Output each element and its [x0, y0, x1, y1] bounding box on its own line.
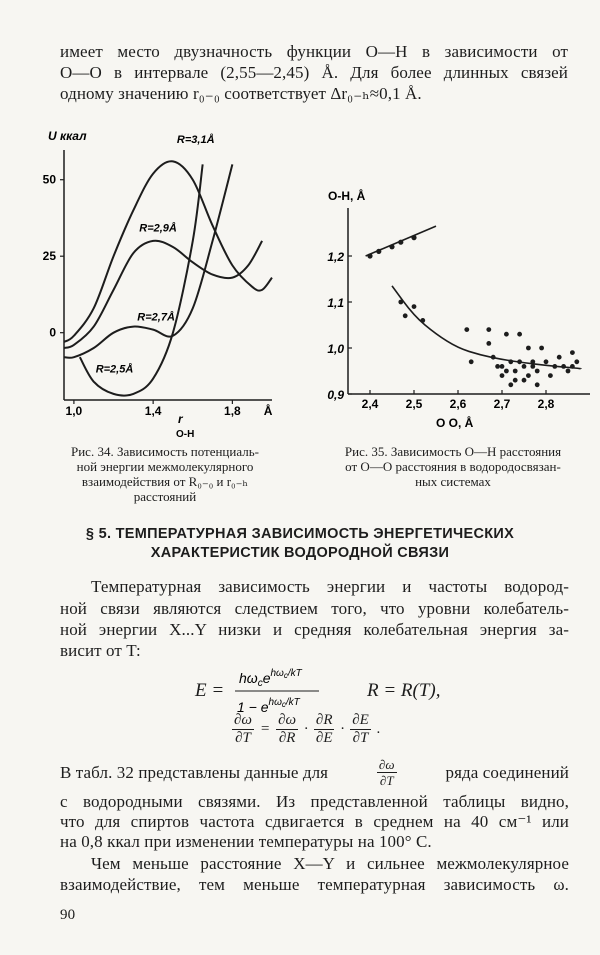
figure-35-point: [566, 369, 571, 374]
para2-line-2: с водородными связями. Из представленной таблицы видно,: [60, 792, 569, 811]
figure-35-point: [495, 364, 500, 369]
figure-35-point: [504, 332, 509, 337]
intro-line-2: O—O в интервале (2,55—2,45) Å. Для более длинных связей: [60, 63, 568, 82]
figure-35-caption-line: от O—O расстояния в водородосвязан-: [345, 459, 561, 474]
figure-35-x-label: O O, Å: [436, 416, 474, 430]
figure-35-point: [544, 359, 549, 364]
figure-34-y-tick-label: 25: [42, 249, 56, 264]
intro-line-1: имеет место двузначность функции O—H в зависимости от: [60, 42, 568, 61]
eq2-frac-3: $\frac{\partial E}{\partial T}$: [352, 712, 369, 746]
figure-35-y-tick-label: 1,1: [327, 296, 344, 310]
figure-35-lower-curve: [392, 286, 581, 369]
figure-35-point: [486, 341, 491, 346]
figure-35-point: [486, 327, 491, 332]
figure-35-point: [552, 364, 557, 369]
figure-35-point: [517, 332, 522, 337]
figure-35-y-tick-label: 1,2: [327, 250, 344, 264]
figure-34-y-tick-label: 0: [49, 325, 56, 340]
figure-35-point: [557, 355, 562, 360]
para1-line-2: ной связи являются следствием того, что уровни колебатель-: [60, 599, 569, 618]
figure-35-point: [513, 369, 518, 374]
para2-fraction: $\frac{\partial\omega}{\partial T}$: [378, 757, 395, 788]
figure-34-caption: [40, 444, 290, 504]
figure-35-upper-point: [398, 240, 403, 245]
section-heading-line-2: ХАРАКТЕРИСТИК ВОДОРОДНОЙ СВЯЗИ: [150, 545, 450, 561]
equation-1-rhs: R = R(T),: [367, 680, 441, 701]
figure-35-point: [535, 369, 540, 374]
figure-35-point: [464, 327, 469, 332]
eq2-frac-1: $\frac{\partial\omega}{\partial R}$: [278, 712, 297, 746]
para2-post: ряда соединений: [445, 763, 569, 782]
figure-34: [40, 115, 290, 445]
figure-35-point: [561, 364, 566, 369]
equation-1-numerator: $h\omega_ce^{h\omega}c/kT$: [239, 668, 302, 689]
figure-35-x-tick-label: 2,8: [537, 397, 555, 411]
eq2-dot: ·: [340, 721, 345, 737]
figure-34-caption-line: Рис. 34. Зависимость потенциаль-: [71, 444, 259, 459]
figure-35: [300, 180, 600, 430]
figure-34-curve-label: R=3,1Å: [176, 134, 215, 146]
figure-35-y-tick-label: 0,9: [327, 388, 344, 402]
para2-line-4: на 0,8 ккал при изменении температуры на 100° C.: [60, 832, 432, 851]
figure-35-y-label: O-H, Å: [328, 189, 366, 203]
figure-35-point: [513, 378, 518, 383]
figure-35-point: [570, 364, 575, 369]
figure-35-point: [508, 382, 513, 387]
figure-35-point: [491, 355, 496, 360]
figure-34-caption-line: ной энергии межмолекулярного: [76, 459, 254, 474]
equation-2: [232, 712, 381, 747]
figure-34-plot: [43, 133, 273, 418]
para2-line-3: что для спиртов частота сдвигается в среднем на 40 см⁻¹ или: [60, 812, 569, 831]
figure-35-point: [530, 359, 535, 364]
figure-35-upper-point: [411, 235, 416, 240]
figure-34-x-tick-label: 1,4: [144, 404, 162, 418]
figure-34-curve: [64, 164, 232, 357]
figure-34-curve-label: R=2,7Å: [137, 311, 175, 324]
figure-34-curve-label: R=2,9Å: [139, 222, 177, 235]
figure-35-point: [548, 373, 553, 378]
figure-34-x-tick-label: 1,8: [224, 404, 241, 418]
figure-35-x-tick-label: 2,7: [493, 397, 511, 411]
figure-35-point: [420, 318, 425, 323]
figure-35-point: [535, 382, 540, 387]
eq2-frac-lhs: $\frac{\partial\omega}{\partial T}$: [234, 712, 253, 746]
para2-line-1: [60, 757, 569, 788]
figure-35-point: [403, 313, 408, 318]
eq2-end: .: [376, 721, 381, 737]
figure-34-x-label: r: [178, 412, 183, 426]
figure-34-y-tick-label: 50: [42, 172, 56, 187]
figure-35-point: [500, 373, 505, 378]
figure-35-point: [469, 359, 474, 364]
figure-35-point: [398, 300, 403, 305]
figure-35-x-tick-label: 2,5: [405, 397, 423, 411]
figure-34-curve: [64, 241, 262, 348]
figure-35-caption-line: Рис. 35. Зависимость O—H расстояния: [344, 444, 562, 459]
figure-35-point: [412, 304, 417, 309]
figure-34-y-label: U ккал: [48, 129, 87, 143]
para1-line-4: висит от T:: [60, 641, 141, 660]
figure-35-point: [526, 346, 531, 351]
para1-line-3: ной энергии X...Y низки и средняя колебательная энергия за-: [60, 620, 569, 639]
figure-34-x-tick-label: Å: [263, 404, 273, 418]
figure-34-curve: [80, 164, 203, 395]
para3-line-2: взаимодействие, тем меньше температурная зависимость ω.: [60, 875, 569, 894]
figure-35-point: [530, 364, 535, 369]
equation-1-denominator: $1 - e^{h\omega}c/kT$: [237, 697, 300, 715]
figure-35-x-tick-label: 2,4: [361, 397, 379, 411]
figure-35-point: [570, 350, 575, 355]
eq2-dot: ·: [304, 721, 308, 737]
figure-35-point: [500, 364, 505, 369]
figure-35-caption-line: ных системах: [415, 474, 491, 489]
equation-1-lhs: E =: [195, 680, 225, 701]
figure-35-point: [526, 373, 531, 378]
figure-35-point: [504, 369, 509, 374]
figure-34-caption-line: расстояний: [133, 489, 197, 504]
para2-pre: В табл. 32 представлены данные для: [60, 763, 329, 782]
figure-35-point: [522, 364, 527, 369]
eq2-equals: =: [260, 721, 271, 737]
page-number: 90: [60, 907, 76, 923]
figure-35-point: [508, 359, 513, 364]
figure-34-caption-line: взаимодействия от R₀₋₀ и r₀₋ₕ: [81, 474, 249, 489]
figure-35-point: [517, 359, 522, 364]
figure-35-upper-point: [367, 253, 372, 258]
eq2-frac-2: $\frac{\partial R}{\partial E}$: [315, 712, 333, 746]
figure-35-point: [539, 346, 544, 351]
figure-35-upper-point: [376, 249, 381, 254]
figure-35-point: [574, 359, 579, 364]
figure-35-upper-point: [389, 244, 394, 249]
figure-35-x-tick-label: 2,6: [449, 397, 467, 411]
figure-34-x-label-sub: O-H: [176, 429, 195, 440]
figure-35-caption: [312, 444, 594, 489]
figure-35-y-tick-label: 1,0: [327, 342, 344, 356]
figure-34-curve-label: R=2,5Å: [95, 363, 134, 376]
figure-34-x-tick-label: 1,0: [65, 404, 83, 418]
figure-35-point: [522, 378, 527, 383]
para3-line-1: Чем меньше расстояние X—Y и сильнее межмолекулярное: [91, 854, 569, 873]
section-heading-line-1: § 5. ТЕМПЕРАТУРНАЯ ЗАВИСИМОСТЬ ЭНЕРГЕТИЧЕСКИХ: [85, 526, 515, 542]
figure-35-plot: [327, 208, 590, 411]
intro-line-3: одному значению r₀₋₀ соответствует Δr₀₋ₕ≈0,1 Å.: [60, 84, 422, 103]
para1-line-1: Температурная зависимость энергии и частоты водород-: [91, 577, 569, 596]
